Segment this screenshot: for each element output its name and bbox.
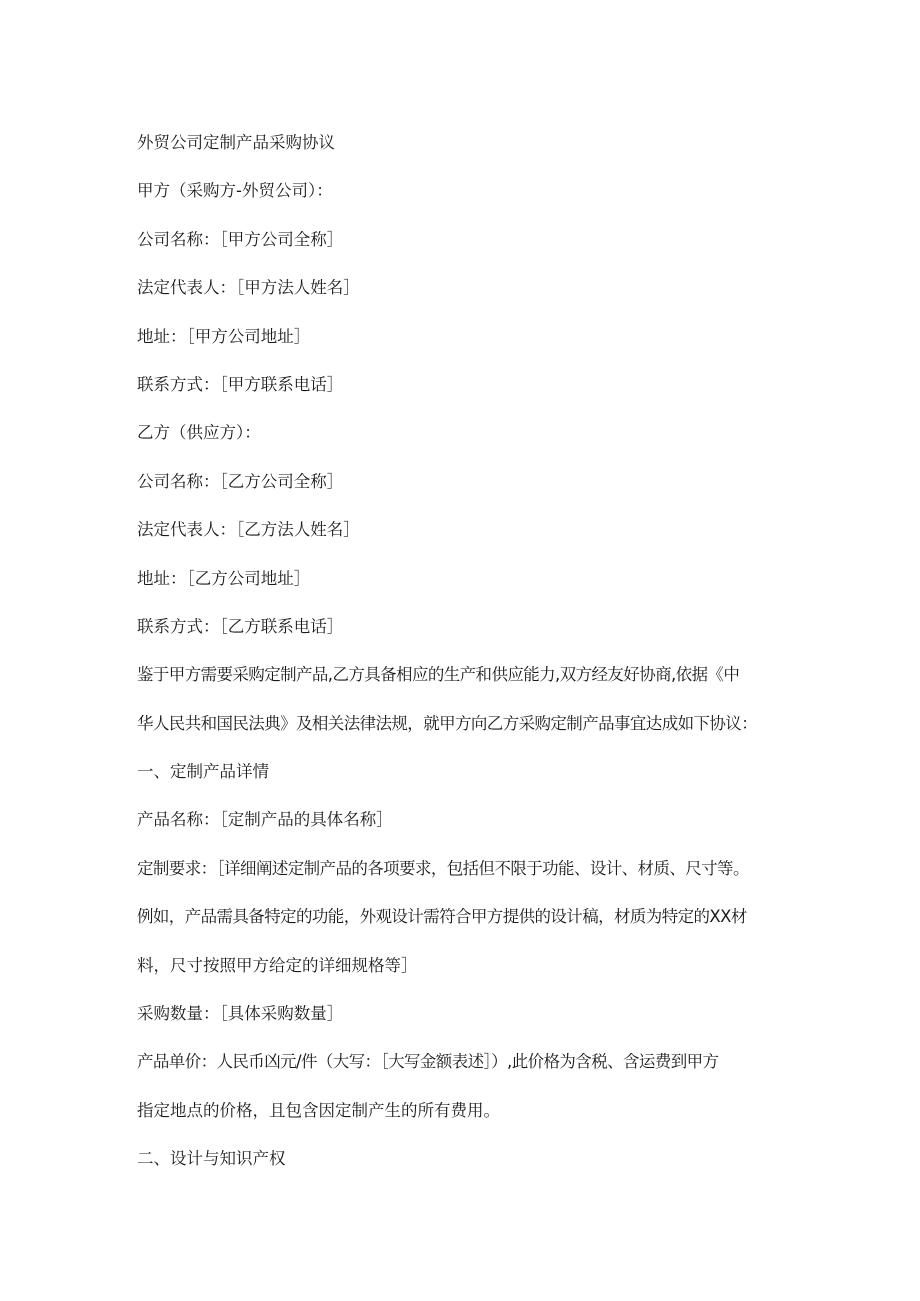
party-a-company-name: 公司名称：［甲方公司全称］ (137, 229, 344, 249)
document-title: 外贸公司定制产品采购协议 (137, 133, 335, 152)
preamble-line: 华人民共和国民法典》及相关法律法规，就甲方向乙方采购定制产品事宜达成如下协议： (137, 713, 758, 733)
party-a-heading: 甲方（采购方-外贸公司）： (137, 181, 333, 201)
party-a-legal-rep: 法定代表人：［甲方法人姓名］ (137, 278, 360, 298)
requirements-line: 例如，产品需具备特定的功能，外观设计需符合甲方提供的设计稿，材质为特定的XX材 (137, 907, 747, 927)
requirements-line: 料，尺寸按照甲方给定的详细规格等］ (137, 955, 418, 975)
party-b-address: 地址：［乙方公司地址］ (137, 568, 311, 588)
product-name: 产品名称：［定制产品的具体名称］ (137, 810, 393, 830)
preamble-line: 鉴于甲方需要采购定制产品,乙方具备相应的生产和供应能力,双方经友好协商,依据《中 (137, 665, 740, 685)
section-1-heading: 一、定制产品详情 (137, 762, 269, 782)
party-a-address: 地址：［甲方公司地址］ (137, 326, 311, 346)
section-2-heading: 二、设计与知识产权 (137, 1149, 286, 1169)
purchase-quantity: 采购数量：［具体采购数量］ (137, 1004, 344, 1024)
unit-price-line: 指定地点的价格，且包含因定制产生的所有费用。 (137, 1100, 500, 1120)
party-b-contact: 联系方式：［乙方联系电话］ (137, 616, 344, 636)
party-b-legal-rep: 法定代表人：［乙方法人姓名］ (137, 520, 360, 540)
unit-price-line: 产品单价：人民币凶元/件（大写：［大写金额表述］）,此价格为含税、含运费到甲方 (137, 1052, 719, 1072)
party-b-heading: 乙方（供应方）： (137, 423, 261, 443)
party-b-company-name: 公司名称：［乙方公司全称］ (137, 471, 344, 491)
requirements-line: 定制要求：［详细阐述定制产品的各项要求，包括但不限于功能、设计、材质、尺寸等。 (137, 858, 749, 878)
document-body (137, 119, 797, 1184)
party-a-contact: 联系方式：［甲方联系电话］ (137, 374, 344, 394)
